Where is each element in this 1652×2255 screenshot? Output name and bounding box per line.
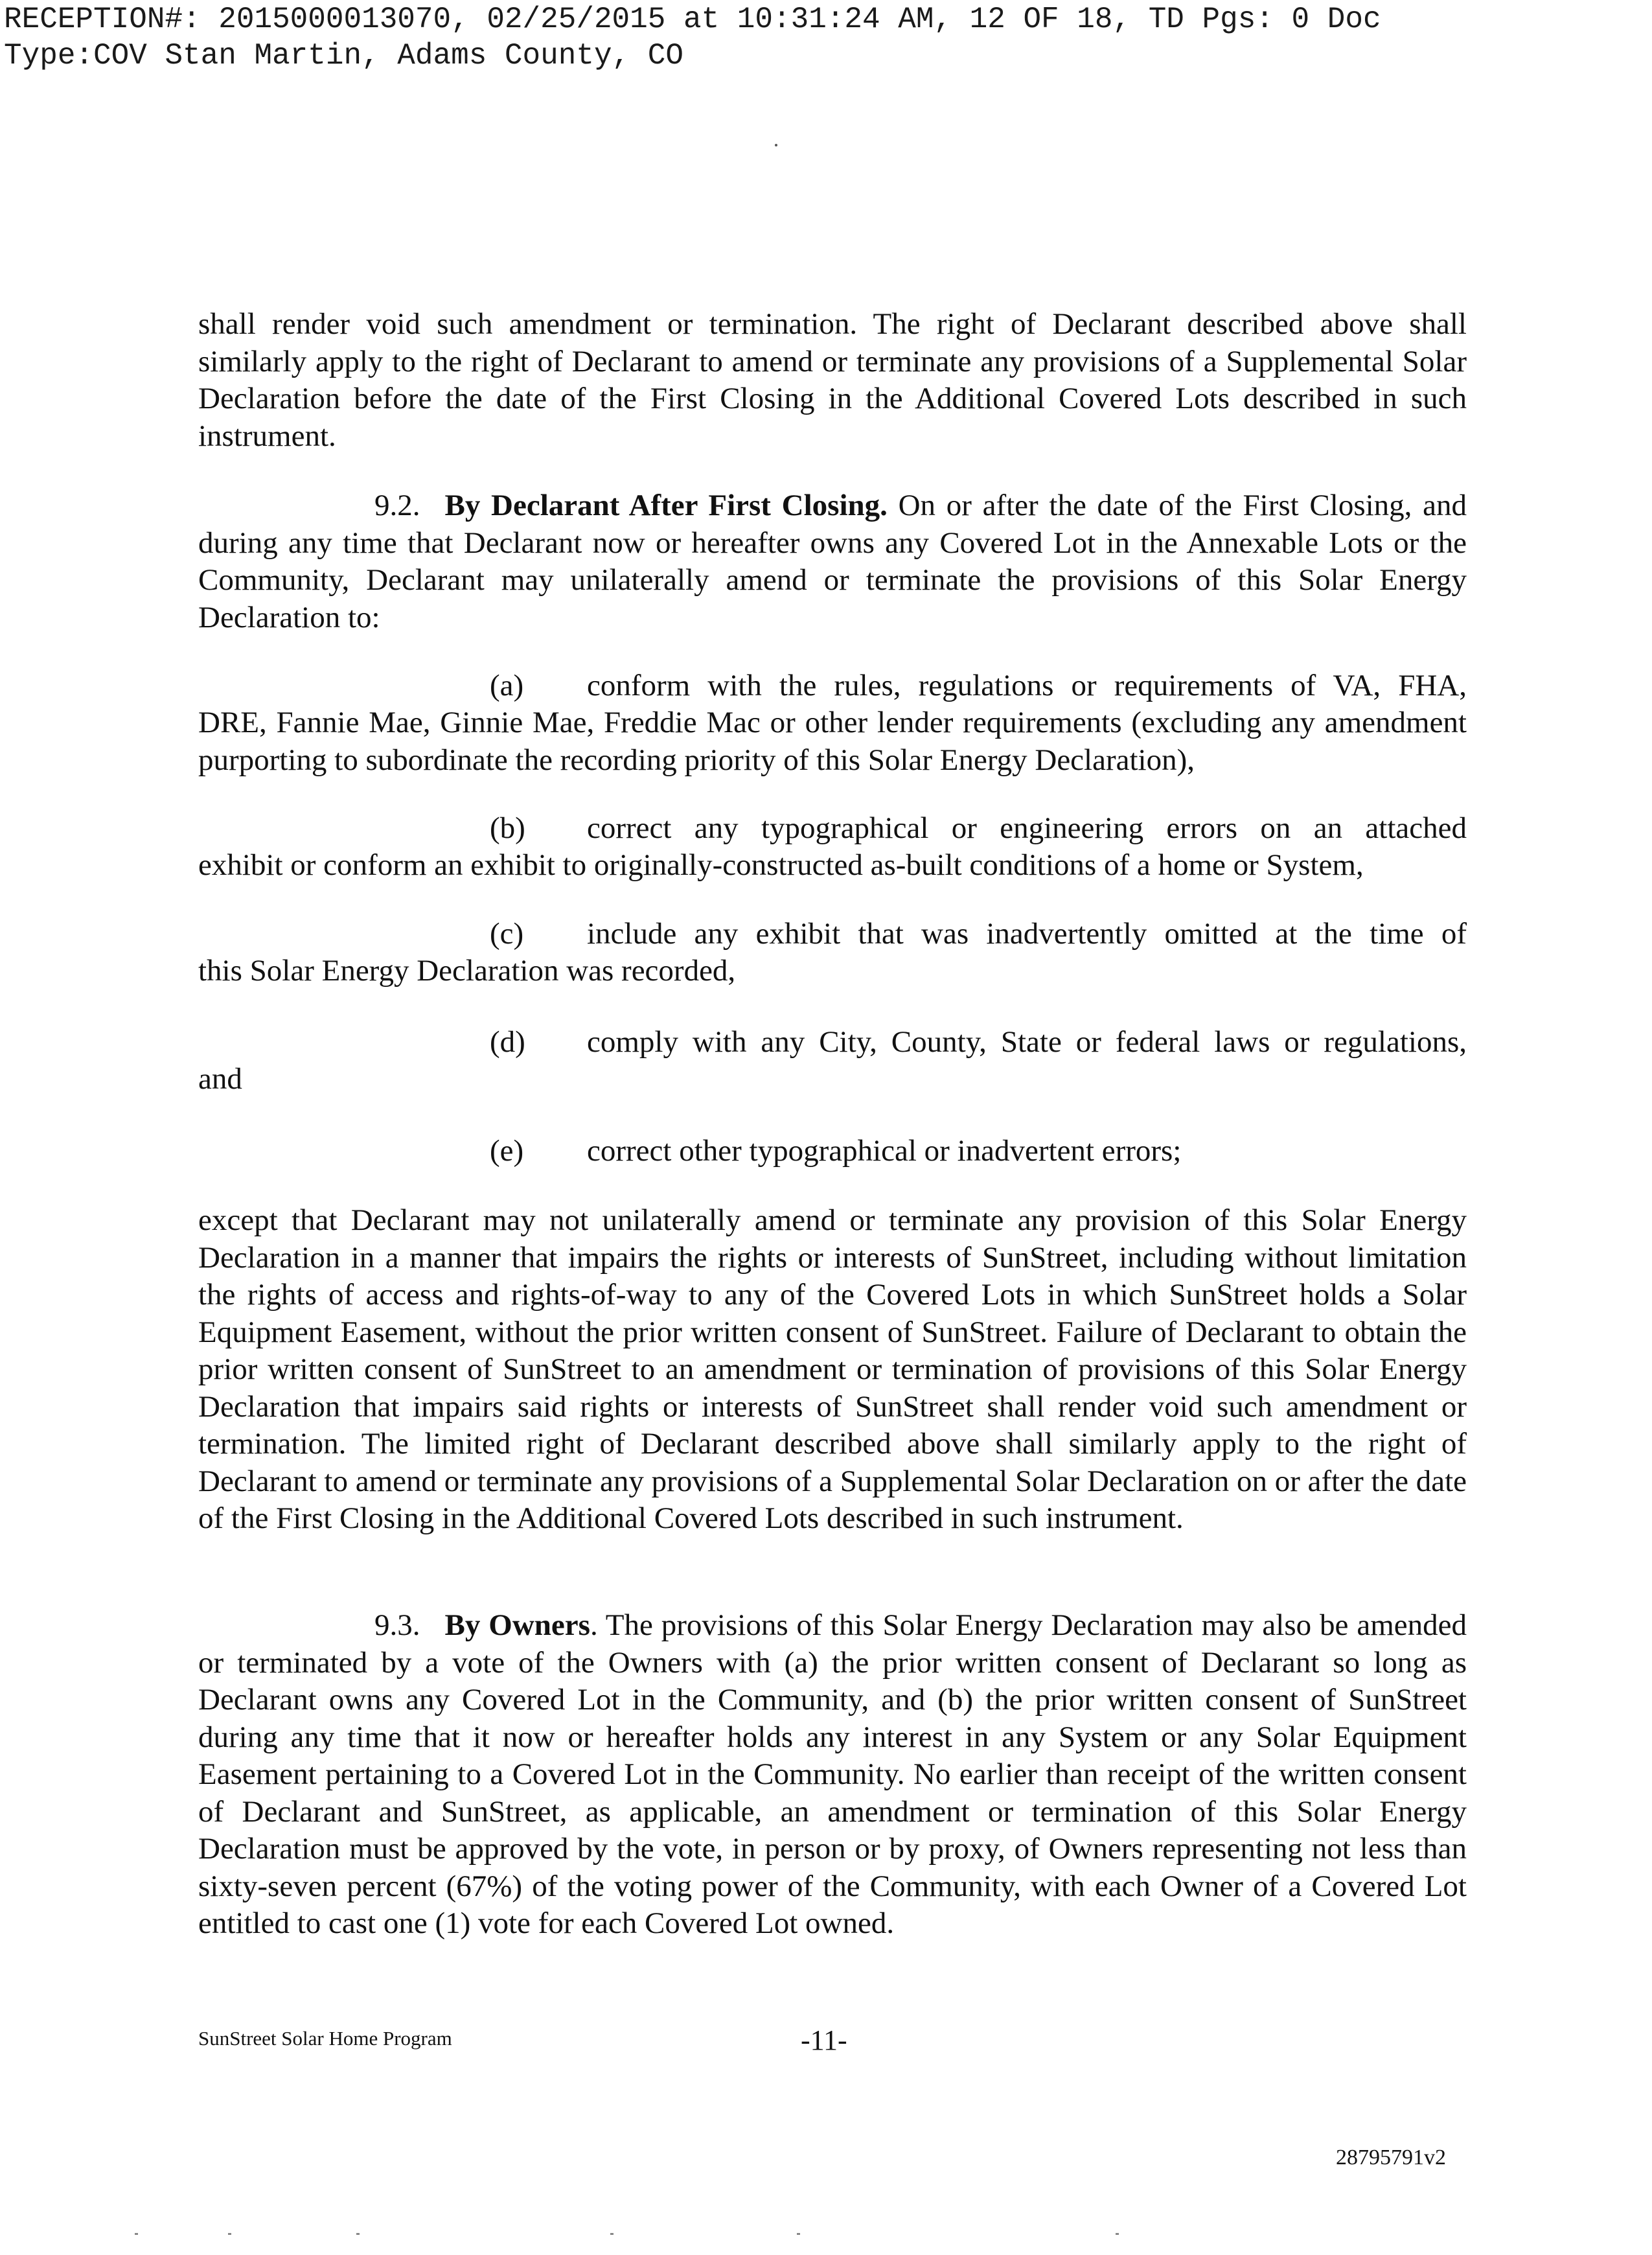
stamp-line-2: Type:COV Stan Martin, Adams County, CO	[4, 39, 683, 73]
item-a-first-line: conform with the rules, regulations or requirements of VA, FHA,	[587, 669, 1467, 702]
section-9-2-heading: By Declarant After First Closing	[444, 489, 880, 522]
item-d-rest: and	[198, 1062, 242, 1096]
item-c-label: (c)	[490, 917, 524, 951]
section-9-2-text: On or after the date of the First Closing, and during any time that Declarant now or hereafter owns any Covered Lot in the Annexable Lots or the Community, Declarant may unilaterally amend or terminate the provisions of this Solar Energy Declaration to:	[198, 489, 1467, 634]
item-d-label: (d)	[490, 1025, 525, 1059]
item-a-rest: DRE, Fannie Mae, Ginnie Mae, Freddie Mac or other lender requirements (excluding any amendment purporting to subordinate the recording priority of this Solar Energy Declaration),	[198, 706, 1467, 777]
item-c-first-line: include any exhibit that was inadvertently omitted at the time of	[587, 917, 1467, 951]
item-c-rest: this Solar Energy Declaration was recorded,	[198, 954, 736, 988]
section-9-3-heading: By Owners	[444, 1608, 590, 1642]
section-9-3: 9.3. By Owners. The provisions of this Solar Energy Declaration may also be amended or terminated by a vote of the Owners with (a) the prior written consent of Declarant so long as Declarant owns any Covered Lot in the Community, and (b) the prior written consent of SunStreet during any time that it now or hereafter holds any interest in any System or any Solar Equipment Easement pertaining to a Covered Lot in the Community. No earlier than receipt of the written consent of Declarant and SunStreet, as applicable, an amendment or termination of this Solar Energy Declaration must be approved by the vote, in person or by proxy, of Owners representing not less than sixty-seven percent (67%) of the voting power of the Community, with each Owner of a Covered Lot entitled to cast one (1) vote for each Covered Lot owned.	[198, 1608, 1467, 1940]
paragraph-except: except that Declarant may not unilaterally amend or terminate any provision of this Solar Energy Declaration in a manner that impairs the rights or interests of SunStreet, including without limitation the rights of access and rights-of-way to any of the Covered Lots in which SunStreet holds a Solar Equipment Easement, without the prior written consent of SunStreet. Failure of Declarant to obtain the prior written consent of SunStreet to an amendment or termination of provisions of this Solar Energy Declaration that impairs said rights or interests of SunStreet shall render void such amendment or termination. The limited right of Declarant described above shall similarly apply to the right of Declarant to amend or terminate any provisions of a Supplemental Solar Declaration on or after the date of the First Closing in the Additional Covered Lots described in such instrument.	[198, 1203, 1467, 1535]
section-9-3-text: The provisions of this Solar Energy Declaration may also be amended or terminated by a vote of the Owners with (a) the prior written consent of Declarant so long as Declarant owns any Covered Lot in the Community, and (b) the prior written consent of SunStreet during any time that it now or hereafter holds any interest in any System or any Solar Equipment Easement pertaining to a Covered Lot in the Community. No earlier than receipt of the written consent of Declarant and SunStreet, as applicable, an amendment or termination of this Solar Energy Declaration must be approved by the vote, in person or by proxy, of Owners representing not less than sixty-seven percent (67%) of the voting power of the Community, with each Owner of a Covered Lot entitled to cast one (1) vote for each Covered Lot owned.	[198, 1608, 1467, 1940]
stamp-line-1: RECEPTION#: 2015000013070, 02/25/2015 at 10:31:24 AM, 12 OF 18, TD Pgs: 0 Doc	[4, 3, 1381, 36]
section-9-2: 9.2. By Declarant After First Closing. On or after the date of the First Closing, and during any time that Declarant now or hereafter owns any Covered Lot in the Annexable Lots or the Community, Declarant may unilaterally amend or terminate the provisions of this Solar Energy Declaration to:	[198, 489, 1467, 634]
item-b-first-line: correct any typographical or engineering errors on an attached	[587, 811, 1467, 845]
footer-program-name: SunStreet Solar Home Program	[198, 2027, 452, 2050]
item-a-label: (a)	[490, 669, 524, 702]
item-b-label: (b)	[490, 811, 525, 845]
paragraph-continuation: shall render void such amendment or termination. The right of Declarant described above shall similarly apply to the right of Declarant to amend or terminate any provisions of a Supplemental Solar Declaration before the date of the First Closing in the Additional Covered Lots described in such instrument.	[198, 307, 1467, 453]
item-e-first-line: correct other typographical or inadvertent errors;	[587, 1134, 1182, 1168]
item-b-rest: exhibit or conform an exhibit to originally-constructed as-built conditions of a home or System,	[198, 848, 1364, 882]
item-e-label: (e)	[490, 1134, 524, 1168]
scan-speck	[775, 144, 777, 146]
recording-stamp	[4, 1, 1381, 74]
scan-edge-marks	[0, 2229, 1652, 2242]
item-d-first-line: comply with any City, County, State or federal laws or regulations,	[587, 1025, 1467, 1059]
section-9-3-number: 9.3.	[374, 1608, 420, 1642]
document-number: 28795791v2	[1336, 2145, 1446, 2169]
footer-page-number: -11-	[801, 2024, 847, 2056]
section-9-2-number: 9.2.	[374, 489, 420, 522]
